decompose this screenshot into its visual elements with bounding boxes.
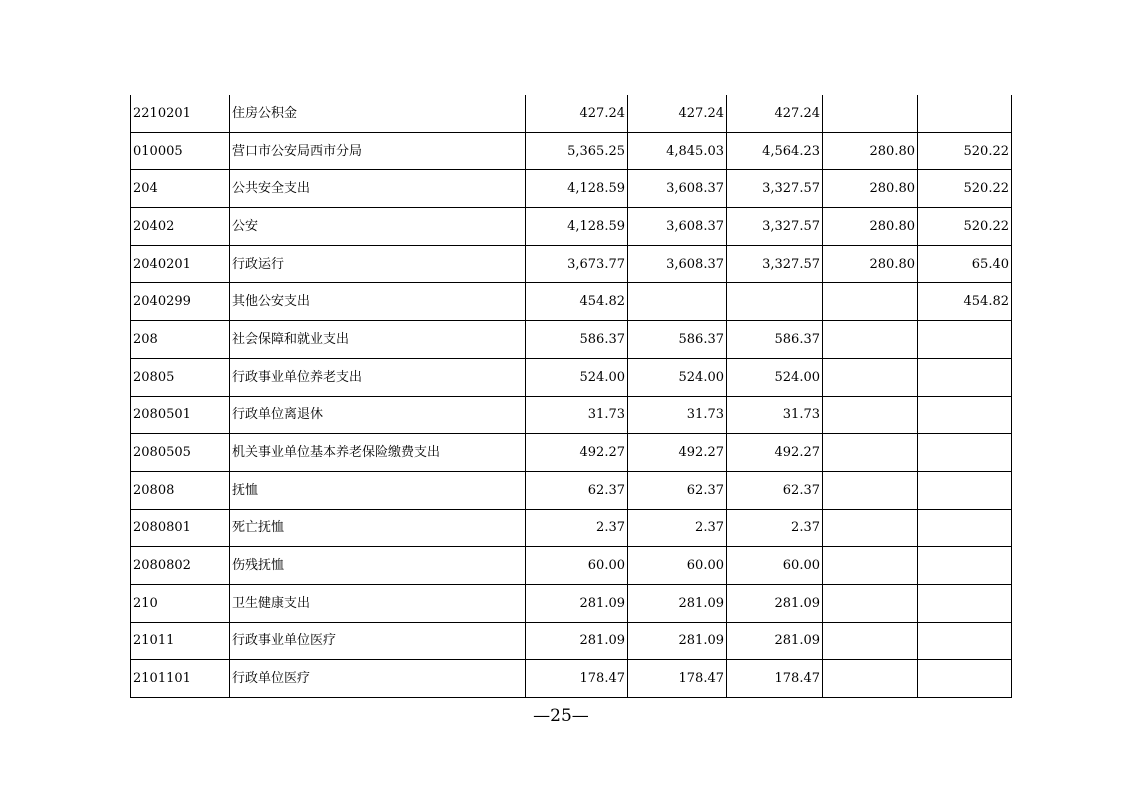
row-name-cell: 抚恤 <box>230 471 526 509</box>
row-value-cell: 3,327.57 <box>727 208 823 246</box>
row-value-cell: 586.37 <box>727 321 823 359</box>
row-value-cell <box>628 283 727 321</box>
row-code-cell: 2040299 <box>131 283 230 321</box>
table-row <box>131 434 1012 472</box>
table-row <box>131 660 1012 698</box>
row-code-cell: 20808 <box>131 471 230 509</box>
table-row <box>131 208 1012 246</box>
row-code-cell: 210 <box>131 584 230 622</box>
table-row <box>131 396 1012 434</box>
row-code-cell: 2040201 <box>131 245 230 283</box>
row-value-cell: 31.73 <box>727 396 823 434</box>
table-row <box>131 584 1012 622</box>
row-value-cell: 178.47 <box>727 660 823 698</box>
row-value-cell: 280.80 <box>823 208 918 246</box>
row-value-cell <box>823 434 918 472</box>
row-name-cell: 行政事业单位医疗 <box>230 622 526 660</box>
row-value-cell: 4,845.03 <box>628 132 727 170</box>
row-name-cell: 死亡抚恤 <box>230 509 526 547</box>
row-value-cell: 5,365.25 <box>526 132 628 170</box>
row-value-cell: 427.24 <box>727 95 823 132</box>
row-value-cell <box>918 95 1012 132</box>
row-name-cell: 其他公安支出 <box>230 283 526 321</box>
row-value-cell <box>823 471 918 509</box>
row-value-cell: 586.37 <box>628 321 727 359</box>
row-value-cell: 2.37 <box>628 509 727 547</box>
table-row <box>131 321 1012 359</box>
row-value-cell <box>918 471 1012 509</box>
row-value-cell: 281.09 <box>628 622 727 660</box>
table-row <box>131 95 1012 132</box>
row-name-cell: 行政运行 <box>230 245 526 283</box>
row-name-cell: 卫生健康支出 <box>230 584 526 622</box>
row-value-cell: 520.22 <box>918 132 1012 170</box>
row-value-cell: 281.09 <box>727 584 823 622</box>
row-value-cell: 60.00 <box>526 547 628 585</box>
row-value-cell: 62.37 <box>628 471 727 509</box>
table-row <box>131 132 1012 170</box>
row-value-cell: 427.24 <box>628 95 727 132</box>
row-name-cell: 社会保障和就业支出 <box>230 321 526 359</box>
table-row <box>131 471 1012 509</box>
row-code-cell: 208 <box>131 321 230 359</box>
row-value-cell: 280.80 <box>823 245 918 283</box>
row-value-cell <box>918 584 1012 622</box>
row-code-cell: 204 <box>131 170 230 208</box>
table-row <box>131 358 1012 396</box>
row-value-cell <box>918 509 1012 547</box>
row-value-cell <box>918 660 1012 698</box>
row-value-cell: 31.73 <box>526 396 628 434</box>
row-value-cell <box>823 358 918 396</box>
table-row <box>131 509 1012 547</box>
row-value-cell: 520.22 <box>918 208 1012 246</box>
row-value-cell: 586.37 <box>526 321 628 359</box>
row-value-cell: 4,564.23 <box>727 132 823 170</box>
row-name-cell: 伤残抚恤 <box>230 547 526 585</box>
row-value-cell <box>823 95 918 132</box>
row-code-cell: 2080801 <box>131 509 230 547</box>
row-value-cell: 280.80 <box>823 170 918 208</box>
row-name-cell: 住房公积金 <box>230 95 526 132</box>
row-value-cell: 3,327.57 <box>727 170 823 208</box>
row-value-cell: 178.47 <box>526 660 628 698</box>
row-value-cell: 281.09 <box>628 584 727 622</box>
row-code-cell: 2080501 <box>131 396 230 434</box>
table-row <box>131 245 1012 283</box>
row-value-cell <box>823 283 918 321</box>
row-value-cell: 31.73 <box>628 396 727 434</box>
row-value-cell <box>823 547 918 585</box>
row-code-cell: 2210201 <box>131 95 230 132</box>
row-value-cell: 492.27 <box>526 434 628 472</box>
row-value-cell: 427.24 <box>526 95 628 132</box>
row-value-cell: 3,608.37 <box>628 208 727 246</box>
row-value-cell: 281.09 <box>727 622 823 660</box>
row-value-cell: 60.00 <box>727 547 823 585</box>
row-value-cell: 4,128.59 <box>526 208 628 246</box>
row-value-cell: 524.00 <box>526 358 628 396</box>
row-name-cell: 行政单位医疗 <box>230 660 526 698</box>
budget-table <box>130 95 1012 698</box>
row-code-cell: 2080505 <box>131 434 230 472</box>
row-value-cell: 178.47 <box>628 660 727 698</box>
row-value-cell: 3,608.37 <box>628 245 727 283</box>
row-value-cell: 281.09 <box>526 584 628 622</box>
row-value-cell: 62.37 <box>727 471 823 509</box>
row-code-cell: 20805 <box>131 358 230 396</box>
row-value-cell: 3,673.77 <box>526 245 628 283</box>
row-value-cell <box>823 509 918 547</box>
row-code-cell: 21011 <box>131 622 230 660</box>
row-name-cell: 机关事业单位基本养老保险缴费支出 <box>230 434 526 472</box>
row-value-cell: 2.37 <box>526 509 628 547</box>
row-value-cell: 520.22 <box>918 170 1012 208</box>
table-body <box>131 95 1012 698</box>
row-value-cell: 281.09 <box>526 622 628 660</box>
row-name-cell: 公安 <box>230 208 526 246</box>
row-name-cell: 营口市公安局西市分局 <box>230 132 526 170</box>
table-row <box>131 283 1012 321</box>
table-row <box>131 170 1012 208</box>
row-value-cell <box>823 660 918 698</box>
row-code-cell: 20402 <box>131 208 230 246</box>
row-value-cell <box>918 434 1012 472</box>
row-value-cell: 454.82 <box>526 283 628 321</box>
row-value-cell: 4,128.59 <box>526 170 628 208</box>
row-value-cell: 454.82 <box>918 283 1012 321</box>
row-value-cell: 3,327.57 <box>727 245 823 283</box>
row-name-cell: 公共安全支出 <box>230 170 526 208</box>
table-row <box>131 547 1012 585</box>
row-value-cell: 60.00 <box>628 547 727 585</box>
row-value-cell: 492.27 <box>628 434 727 472</box>
row-value-cell: 3,608.37 <box>628 170 727 208</box>
row-value-cell: 492.27 <box>727 434 823 472</box>
row-value-cell: 524.00 <box>628 358 727 396</box>
row-code-cell: 2101101 <box>131 660 230 698</box>
row-value-cell <box>823 584 918 622</box>
row-value-cell <box>918 547 1012 585</box>
row-value-cell <box>918 358 1012 396</box>
row-value-cell: 62.37 <box>526 471 628 509</box>
row-value-cell: 280.80 <box>823 132 918 170</box>
row-value-cell <box>918 622 1012 660</box>
row-value-cell <box>823 396 918 434</box>
row-value-cell <box>823 622 918 660</box>
row-code-cell: 010005 <box>131 132 230 170</box>
row-value-cell: 2.37 <box>727 509 823 547</box>
row-name-cell: 行政单位离退休 <box>230 396 526 434</box>
row-value-cell <box>823 321 918 359</box>
row-code-cell: 2080802 <box>131 547 230 585</box>
page-number: —25— <box>533 706 589 726</box>
row-value-cell: 524.00 <box>727 358 823 396</box>
row-value-cell: 65.40 <box>918 245 1012 283</box>
row-name-cell: 行政事业单位养老支出 <box>230 358 526 396</box>
row-value-cell <box>918 396 1012 434</box>
table-row <box>131 622 1012 660</box>
row-value-cell <box>918 321 1012 359</box>
row-value-cell <box>727 283 823 321</box>
